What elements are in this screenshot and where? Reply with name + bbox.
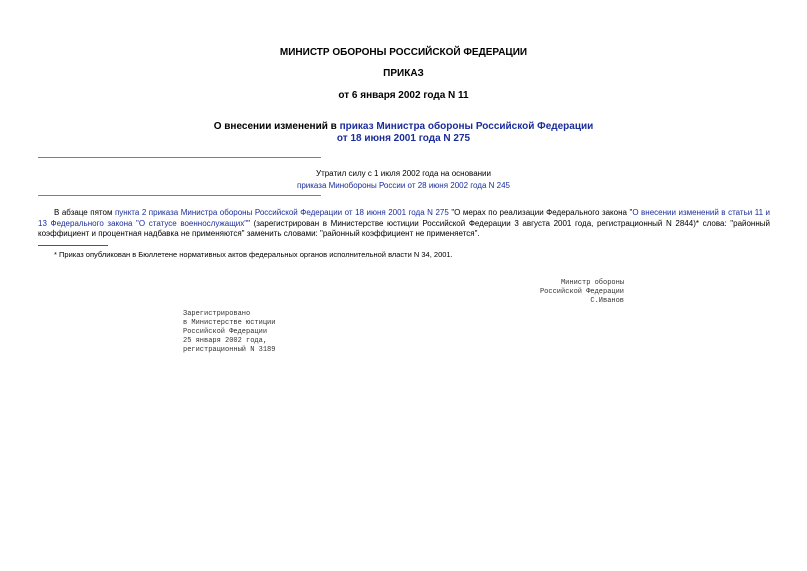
registration-line-5: регистрационный N 3189 <box>183 346 276 354</box>
signature-name: С.Иванов <box>590 297 624 305</box>
status-note-link[interactable]: приказа Минобороны России от 28 июня 2002 года N 245 <box>297 181 510 190</box>
divider-bottom <box>38 195 321 196</box>
registration-line-1: Зарегистрировано <box>183 310 251 318</box>
paragraph-link-order-275[interactable]: пункта 2 приказа Министра обороны Российской Федерации от 18 июня 2001 года N 275 <box>114 208 449 217</box>
paragraph-start: В абзаце пятом <box>54 208 115 217</box>
title-link-order-275[interactable]: приказ Министра обороны Российской Федерации <box>339 121 594 132</box>
paragraph-link-federal-law[interactable]: О внесении изменений в статьи 11 и 13 Федерального закона "О статусе военнослужащих" <box>38 208 771 228</box>
registration-block <box>183 310 275 355</box>
status-note <box>280 168 527 192</box>
date-number-heading: от 6 января 2002 года N 11 <box>338 90 469 101</box>
title-prefix: О внесении изменений в <box>213 121 340 132</box>
paragraph-mid: "О мерах по реализации Федерального закона " <box>448 208 633 217</box>
footnote: * Приказ опубликован в Бюллетене нормативных актов федеральных органов исполнительной власти N 34, 2001. <box>54 250 453 259</box>
registration-line-2: в Министерстве юстиции <box>183 319 276 327</box>
status-note-text: Утратил силу с 1 июля 2002 года на основании <box>315 169 491 178</box>
doc-type-heading: ПРИКАЗ <box>383 68 424 79</box>
paragraph-end: " (зарегистрирован в Министерстве юстиции Российской Федерации 3 августа 2001 года, регистрационный N 2844)* слова: "районный коэффициент и процентная надбавка не применяются" заменить словами: "районный коэффициент не применяется". <box>38 218 770 238</box>
divider-top <box>38 157 321 158</box>
title-link-order-275-date[interactable]: от 18 июня 2001 года N 275 <box>336 133 471 144</box>
signature-title: Министр обороны <box>560 279 624 287</box>
footnote-divider <box>38 245 108 246</box>
signature-block <box>540 279 624 306</box>
document-title <box>0 121 807 145</box>
registration-line-3: Российской Федерации <box>183 328 268 336</box>
ministry-heading: МИНИСТР ОБОРОНЫ РОССИЙСКОЙ ФЕДЕРАЦИИ <box>279 47 528 58</box>
main-paragraph <box>38 208 770 240</box>
signature-country: Российской Федерации <box>539 288 624 296</box>
registration-line-4: 25 января 2002 года, <box>183 337 268 345</box>
